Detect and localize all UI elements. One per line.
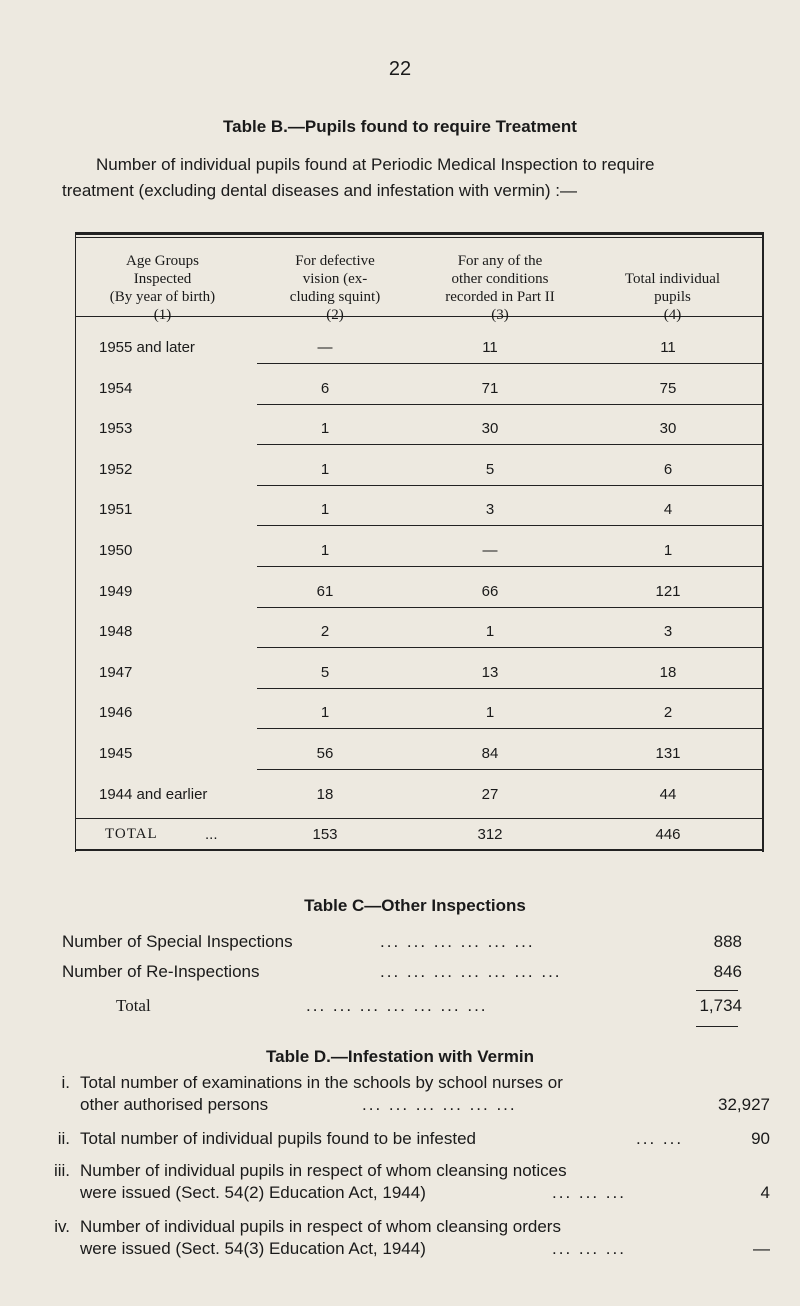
table-row	[75, 571, 764, 611]
cell-defective-vision: 61	[316, 582, 334, 600]
table-border	[75, 232, 764, 235]
item-number: iii.	[53, 1161, 70, 1180]
total-dots: ...	[205, 826, 218, 843]
row-divider	[257, 485, 763, 486]
cell-other-conditions: 66	[481, 582, 499, 600]
table-row	[75, 408, 764, 448]
cell-defective-vision: —	[317, 339, 333, 356]
cell-defective-vision: 5	[320, 663, 330, 681]
leader-dots: ... ... ... ... ... ...	[380, 932, 535, 951]
table-c-label: Number of Re-Inspections	[62, 962, 260, 981]
total-other: 312	[477, 826, 503, 843]
cell-total-pupils: 2	[663, 704, 673, 722]
cell-other-conditions: 11	[482, 339, 498, 356]
table-row	[75, 652, 764, 692]
table-c-title: Table C—Other Inspections	[304, 896, 526, 915]
leader-dots: ... ... ... ... ... ... ...	[306, 996, 488, 1015]
cell-defective-vision: 1	[320, 460, 330, 478]
cell-total-pupils: 1	[663, 542, 673, 559]
cell-age-group: 1953	[99, 420, 133, 438]
cell-defective-vision: 2	[320, 623, 330, 641]
cell-defective-vision: 1	[320, 704, 330, 722]
leader-dots: ... ... ... ... ... ... ...	[380, 962, 562, 981]
cell-total-pupils: 75	[659, 379, 677, 397]
cell-total-pupils: 30	[659, 420, 677, 438]
leader-dots: ... ... ... ... ... ...	[362, 1095, 517, 1114]
total-total: 446	[655, 826, 681, 843]
table-row	[75, 368, 764, 408]
row-divider	[257, 728, 763, 729]
row-divider	[257, 769, 763, 770]
cell-age-group: 1949	[99, 582, 133, 600]
cell-age-group: 1944 and earlier	[99, 785, 208, 803]
table-row	[75, 611, 764, 651]
cell-total-pupils: 6	[663, 460, 673, 478]
cell-age-group: 1952	[99, 460, 133, 478]
table-row	[75, 692, 764, 732]
cell-other-conditions: —	[482, 542, 498, 559]
total-label: TOTAL	[105, 826, 158, 842]
cell-total-pupils: 3	[663, 623, 673, 641]
table-b	[75, 232, 764, 852]
cell-other-conditions: 84	[481, 745, 499, 762]
page-number: 22	[388, 58, 412, 80]
table-border	[75, 237, 764, 238]
leader-dots: ... ...	[636, 1129, 684, 1148]
cell-defective-vision: 18	[316, 785, 334, 803]
item-text-2: were issued (Sect. 54(2) Education Act, 1944)	[80, 1183, 426, 1202]
table-c-total-label: Total	[116, 996, 151, 1015]
table-row	[75, 489, 764, 529]
cell-age-group: 1946	[99, 704, 133, 722]
item-number: ii.	[57, 1129, 70, 1148]
table-row	[75, 733, 764, 773]
row-divider	[257, 647, 763, 648]
table-row	[75, 449, 764, 489]
item-text-1: Number of individual pupils in respect of whom cleansing orders	[80, 1217, 561, 1236]
cell-age-group: 1951	[99, 501, 133, 519]
table-d-item	[40, 1160, 770, 1206]
row-divider	[257, 404, 763, 405]
item-text-2: other authorised persons	[80, 1095, 269, 1114]
cell-defective-vision: 56	[316, 745, 334, 762]
table-b-intro	[62, 152, 766, 204]
header-defective-vision: For defective vision (ex- cluding squint) (2)	[289, 253, 381, 323]
header-age-groups: Age Groups Inspected (By year of birth) (1)	[109, 253, 216, 323]
item-text-1: Number of individual pupils in respect of whom cleansing notices	[80, 1161, 567, 1180]
cell-total-pupils: 4	[663, 501, 673, 519]
cell-total-pupils: 11	[660, 339, 676, 356]
table-d-title: Table D.—Infestation with Vermin	[266, 1047, 534, 1066]
cell-other-conditions: 1	[485, 704, 495, 722]
leader-dots: ... ... ...	[552, 1183, 626, 1202]
row-divider	[257, 363, 763, 364]
table-c-label: Number of Special Inspections	[62, 932, 293, 951]
sum-line	[696, 1026, 738, 1027]
cell-total-pupils: 18	[659, 663, 677, 681]
cell-total-pupils: 121	[655, 582, 681, 600]
row-divider	[257, 688, 763, 689]
table-row	[75, 327, 764, 367]
item-text-2: were issued (Sect. 54(3) Education Act, 1944)	[80, 1239, 426, 1258]
item-value: 90	[751, 1129, 770, 1148]
table-c-value: 846	[713, 962, 742, 981]
cell-total-pupils: 131	[655, 745, 681, 762]
table-border	[75, 849, 764, 851]
intro-line-1: Number of individual pupils found at Periodic Medical Inspection to require	[96, 155, 655, 174]
cell-age-group: 1955 and later	[99, 339, 195, 356]
row-divider	[257, 525, 763, 526]
cell-other-conditions: 5	[485, 460, 495, 478]
table-row	[75, 774, 764, 814]
cell-age-group: 1945	[99, 745, 133, 762]
intro-line-2: treatment (excluding dental diseases and infestation with vermin) :—	[62, 181, 577, 200]
cell-defective-vision: 1	[320, 542, 330, 559]
row-divider	[257, 566, 763, 567]
table-c-value: 888	[713, 932, 742, 951]
item-value: 4	[760, 1183, 770, 1202]
cell-other-conditions: 27	[481, 785, 499, 803]
cell-age-group: 1948	[99, 623, 133, 641]
table-d-item	[40, 1216, 770, 1262]
cell-other-conditions: 13	[481, 663, 499, 681]
item-text-1: Total number of examinations in the schools by school nurses or	[80, 1073, 563, 1092]
sum-line	[696, 990, 738, 991]
row-divider	[257, 607, 763, 608]
total-vision: 153	[312, 826, 338, 843]
leader-dots: ... ... ...	[552, 1239, 626, 1258]
item-value: 32,927	[718, 1095, 770, 1114]
cell-total-pupils: 44	[659, 785, 677, 803]
item-text-1: Total number of individual pupils found to be infested	[80, 1129, 476, 1148]
table-d-item	[40, 1128, 770, 1150]
cell-defective-vision: 1	[320, 501, 330, 519]
item-number: i.	[61, 1073, 70, 1092]
table-d-item	[40, 1072, 770, 1118]
cell-defective-vision: 6	[320, 379, 330, 397]
item-value: —	[753, 1239, 770, 1258]
cell-other-conditions: 3	[485, 501, 495, 519]
cell-other-conditions: 71	[481, 379, 499, 397]
cell-age-group: 1950	[99, 542, 133, 559]
table-c-total-value: 1,734	[699, 996, 742, 1015]
cell-other-conditions: 1	[485, 623, 495, 641]
item-number: iv.	[54, 1217, 70, 1236]
row-divider	[257, 444, 763, 445]
table-b-title: Table B.—Pupils found to require Treatment	[223, 117, 577, 136]
header-other-conditions: For any of the other conditions recorded in Part II (3)	[445, 253, 555, 323]
total-divider	[75, 818, 764, 819]
header-total-pupils: Total individual pupils (4)	[624, 271, 721, 323]
cell-other-conditions: 30	[481, 420, 499, 438]
cell-age-group: 1954	[99, 379, 133, 397]
cell-age-group: 1947	[99, 663, 133, 681]
table-row	[75, 530, 764, 570]
cell-defective-vision: 1	[320, 420, 330, 438]
